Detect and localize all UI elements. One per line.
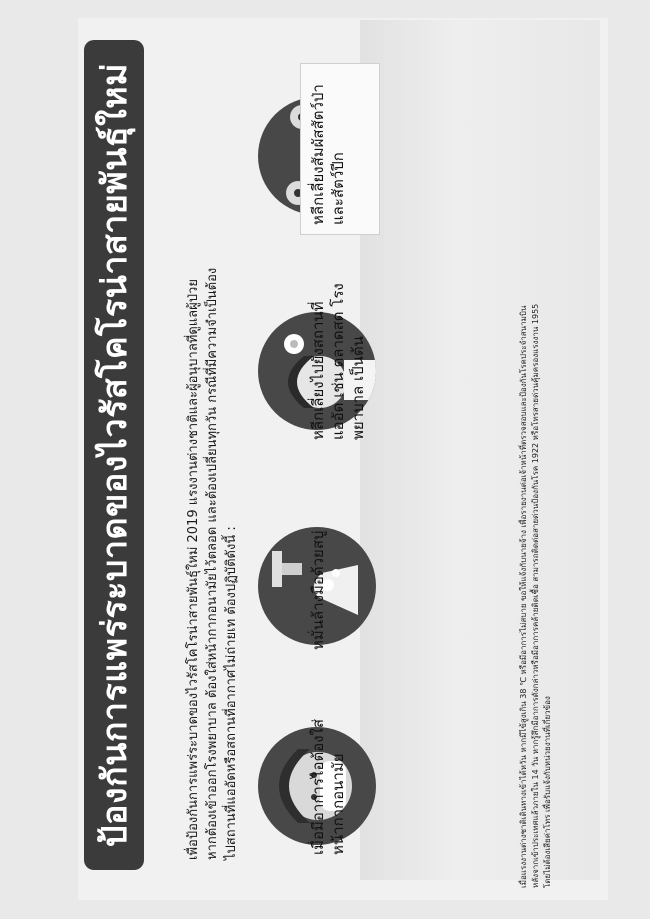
measure-label: หลีกเลี่ยงไปยังสถานที่แออัด เช่น ตลาดสด โรงพยาบาล เป็นต้น xyxy=(309,283,367,440)
footer-line: หลังจากเข้าประเทศแล้วภายใน 14 วัน หากรู้สึกมีอาการดังกล่าวหรือมีอาการคล้ายติดเชื้อ สามารถติดต่อสายด่วนป้องกันโรค 1922 หรือโทรสายด่วนคุ้มครองแรงงาน 1955 xyxy=(531,303,540,888)
intro-line: หากต้องเข้าออกโรงพยาบาล ต้องใส่หน้ากากอนามัยไว้ตลอด และต้องเปลี่ยนทุกวัน กรณีที่มีความจำเป็นต้อง xyxy=(205,267,220,860)
title-bar xyxy=(84,40,144,870)
footer-line: เมื่อแรงงานต่างชาติเดินทางเข้าไต้หวัน หากมีไข้สูงเกิน 38 ℃ หรือมีอาการไม่สบาย ขอให้แจ้งกับนายจ้าง เพื่อรายงานต่อเจ้าหน้าที่ตรวจสอบและป้องกันโรคประจำสนามบิน xyxy=(519,305,528,888)
intro-line: ไปสถานที่แออัดหรือสถานที่อากาศไม่ถ่ายเท ต้องปฏิบัติดังนี้ : xyxy=(224,526,239,860)
footer-notes xyxy=(518,28,554,888)
intro-text xyxy=(184,100,241,860)
measure-label: เมื่อมีอาการไอต้องใส่หน้ากากอนามัย xyxy=(309,718,347,855)
footer-line: โดยไม่ต้องเสียค่าโทร เพื่อรับแจ้งกับหน่วยงานที่เกี่ยวข้อง xyxy=(543,696,552,888)
measure-label: หลีกเลี่ยงสัมผัสสัตว์ป่าและสัตว์ปีก xyxy=(309,84,347,225)
intro-line: เพื่อป้องกันการแพร่ระบาดของไวรัสโคโรน่าสายพันธุ์ใหม่ 2019 แรงงานต่างชาติและผู้อนุบาลที่ดูแลผู้ป่วย xyxy=(186,279,201,860)
measure-label: หมั่นล้างมือด้วยสบู่ xyxy=(309,530,327,650)
poster-content xyxy=(78,18,608,900)
poster-title: ป้องกันการแพร่ระบาดของไวรัสโคโรน่าสายพันธุ์ใหม่ xyxy=(95,62,135,848)
